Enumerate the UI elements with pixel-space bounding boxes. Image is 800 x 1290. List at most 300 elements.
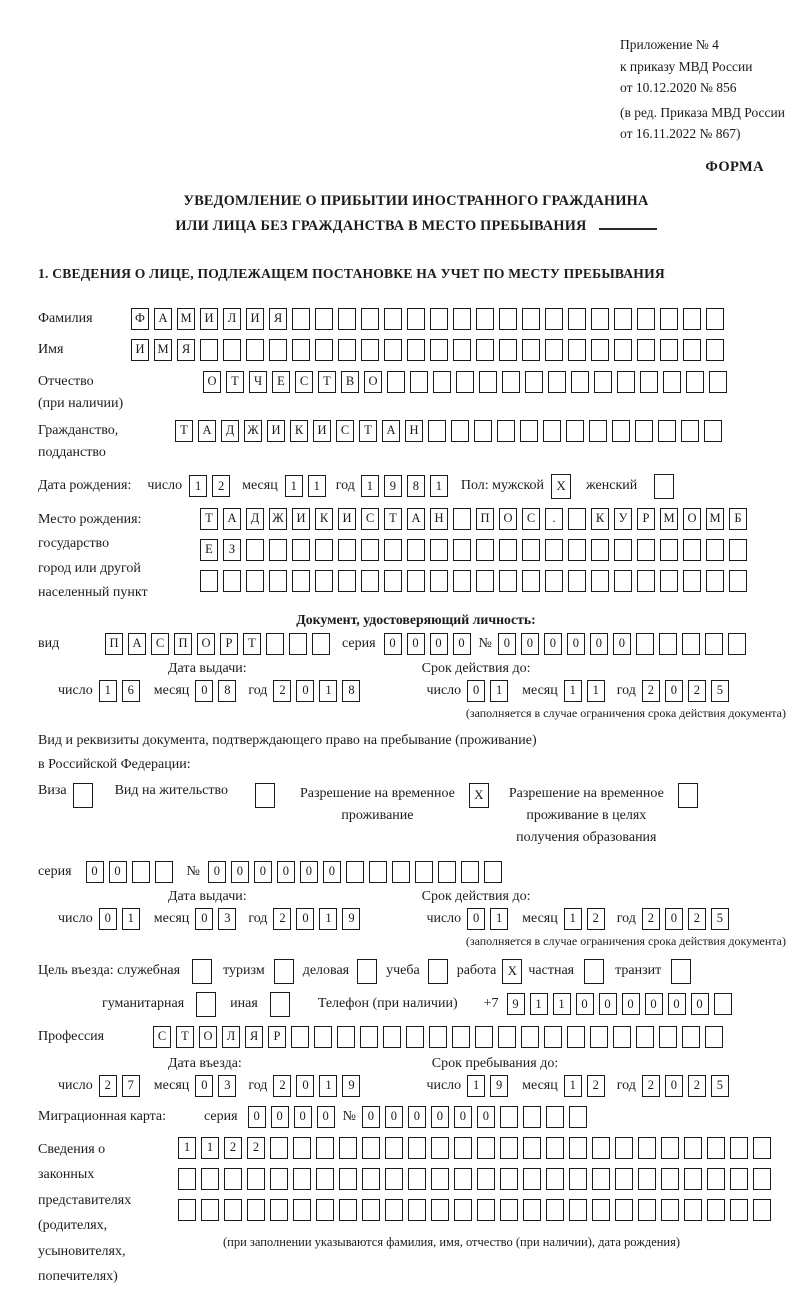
char-cell[interactable]: [224, 1199, 242, 1221]
char-cell[interactable]: 0: [384, 633, 402, 655]
char-cell[interactable]: [453, 508, 471, 530]
char-cell[interactable]: [269, 339, 287, 361]
char-cell[interactable]: [428, 959, 448, 984]
char-cell[interactable]: [730, 1199, 748, 1221]
char-cell[interactable]: [659, 633, 677, 655]
char-cell[interactable]: 8: [342, 680, 360, 702]
char-cell[interactable]: [637, 570, 655, 592]
char-cell[interactable]: 5: [711, 1075, 729, 1097]
char-cell[interactable]: [361, 339, 379, 361]
char-cell[interactable]: [638, 1168, 656, 1190]
char-cell[interactable]: О: [203, 371, 221, 393]
char-cell[interactable]: [663, 371, 681, 393]
char-cell[interactable]: Т: [175, 420, 193, 442]
char-cell[interactable]: [293, 1199, 311, 1221]
phone-field[interactable]: [507, 993, 732, 1015]
char-cell[interactable]: [500, 1106, 518, 1128]
char-cell[interactable]: [661, 1199, 679, 1221]
char-cell[interactable]: [543, 420, 561, 442]
char-cell[interactable]: С: [361, 508, 379, 530]
char-cell[interactable]: [546, 1168, 564, 1190]
char-cell[interactable]: 0: [691, 993, 709, 1015]
char-cell[interactable]: 1: [553, 993, 571, 1015]
char-cell[interactable]: [523, 1168, 541, 1190]
char-cell[interactable]: 0: [521, 633, 539, 655]
char-cell[interactable]: [477, 1137, 495, 1159]
char-cell[interactable]: 0: [296, 1075, 314, 1097]
char-cell[interactable]: Т: [200, 508, 218, 530]
char-cell[interactable]: 0: [362, 1106, 380, 1128]
char-cell[interactable]: [339, 1199, 357, 1221]
citizenship-field[interactable]: [175, 420, 722, 442]
char-cell[interactable]: [431, 1137, 449, 1159]
char-cell[interactable]: [474, 420, 492, 442]
char-cell[interactable]: [484, 861, 502, 883]
char-cell[interactable]: 3: [218, 908, 236, 930]
char-cell[interactable]: [224, 1168, 242, 1190]
char-cell[interactable]: [523, 1106, 541, 1128]
purpose-business-checkbox[interactable]: [357, 959, 377, 984]
char-cell[interactable]: [451, 420, 469, 442]
char-cell[interactable]: 6: [122, 680, 140, 702]
char-cell[interactable]: Ч: [249, 371, 267, 393]
char-cell[interactable]: [591, 308, 609, 330]
char-cell[interactable]: О: [683, 508, 701, 530]
char-cell[interactable]: [453, 339, 471, 361]
char-cell[interactable]: [544, 1026, 562, 1048]
char-cell[interactable]: 0: [99, 908, 117, 930]
migration-series-field[interactable]: [248, 1106, 335, 1128]
char-cell[interactable]: [568, 308, 586, 330]
char-cell[interactable]: 0: [208, 861, 226, 883]
char-cell[interactable]: [314, 1026, 332, 1048]
char-cell[interactable]: [407, 339, 425, 361]
char-cell[interactable]: [654, 474, 674, 499]
birth-day-field[interactable]: [189, 475, 230, 497]
char-cell[interactable]: Ж: [244, 420, 262, 442]
char-cell[interactable]: К: [591, 508, 609, 530]
char-cell[interactable]: 0: [407, 633, 425, 655]
name-field[interactable]: [131, 339, 724, 361]
doc-valid-year-field[interactable]: [642, 680, 729, 702]
char-cell[interactable]: [289, 633, 307, 655]
char-cell[interactable]: [637, 339, 655, 361]
char-cell[interactable]: 0: [567, 633, 585, 655]
doc-issue-day-field[interactable]: [99, 680, 140, 702]
entry-year-field[interactable]: [273, 1075, 360, 1097]
char-cell[interactable]: 9: [507, 993, 525, 1015]
char-cell[interactable]: 0: [668, 993, 686, 1015]
char-cell[interactable]: Н: [405, 420, 423, 442]
char-cell[interactable]: 0: [613, 633, 631, 655]
migration-number-field[interactable]: [362, 1106, 587, 1128]
char-cell[interactable]: [613, 1026, 631, 1048]
char-cell[interactable]: [569, 1168, 587, 1190]
char-cell[interactable]: Ж: [269, 508, 287, 530]
char-cell[interactable]: [614, 539, 632, 561]
char-cell[interactable]: [369, 861, 387, 883]
char-cell[interactable]: [201, 1168, 219, 1190]
char-cell[interactable]: 1: [430, 475, 448, 497]
patronymic-field[interactable]: [203, 371, 727, 393]
char-cell[interactable]: [269, 570, 287, 592]
char-cell[interactable]: [477, 1199, 495, 1221]
char-cell[interactable]: [522, 570, 540, 592]
char-cell[interactable]: 1: [319, 680, 337, 702]
char-cell[interactable]: [316, 1168, 334, 1190]
char-cell[interactable]: [706, 539, 724, 561]
char-cell[interactable]: И: [200, 308, 218, 330]
char-cell[interactable]: 7: [122, 1075, 140, 1097]
char-cell[interactable]: 1: [467, 1075, 485, 1097]
stay-year-field[interactable]: [642, 1075, 729, 1097]
char-cell[interactable]: [155, 861, 173, 883]
char-cell[interactable]: [683, 339, 701, 361]
char-cell[interactable]: [454, 1168, 472, 1190]
char-cell[interactable]: [728, 633, 746, 655]
char-cell[interactable]: [635, 420, 653, 442]
char-cell[interactable]: 8: [218, 680, 236, 702]
char-cell[interactable]: [594, 371, 612, 393]
char-cell[interactable]: А: [382, 420, 400, 442]
char-cell[interactable]: [196, 992, 216, 1017]
char-cell[interactable]: [499, 339, 517, 361]
char-cell[interactable]: [615, 1137, 633, 1159]
char-cell[interactable]: [200, 570, 218, 592]
char-cell[interactable]: [430, 339, 448, 361]
char-cell[interactable]: [637, 539, 655, 561]
visa-checkbox[interactable]: [73, 783, 93, 808]
char-cell[interactable]: [522, 339, 540, 361]
char-cell[interactable]: [661, 1137, 679, 1159]
char-cell[interactable]: [406, 1026, 424, 1048]
purpose-study-checkbox[interactable]: [428, 959, 448, 984]
char-cell[interactable]: [433, 371, 451, 393]
char-cell[interactable]: [681, 420, 699, 442]
char-cell[interactable]: [246, 570, 264, 592]
char-cell[interactable]: [270, 1199, 288, 1221]
char-cell[interactable]: И: [246, 308, 264, 330]
char-cell[interactable]: С: [522, 508, 540, 530]
char-cell[interactable]: [661, 1168, 679, 1190]
char-cell[interactable]: С: [336, 420, 354, 442]
char-cell[interactable]: [430, 570, 448, 592]
char-cell[interactable]: 9: [490, 1075, 508, 1097]
char-cell[interactable]: X: [502, 959, 522, 984]
purpose-work-checkbox[interactable]: [502, 959, 522, 984]
char-cell[interactable]: Т: [359, 420, 377, 442]
char-cell[interactable]: Я: [177, 339, 195, 361]
char-cell[interactable]: 5: [711, 680, 729, 702]
char-cell[interactable]: 2: [688, 680, 706, 702]
char-cell[interactable]: [591, 339, 609, 361]
char-cell[interactable]: [590, 1026, 608, 1048]
char-cell[interactable]: 2: [273, 908, 291, 930]
char-cell[interactable]: [729, 570, 747, 592]
char-cell[interactable]: [704, 420, 722, 442]
char-cell[interactable]: [410, 371, 428, 393]
residence-issue-month-field[interactable]: [195, 908, 236, 930]
char-cell[interactable]: [707, 1137, 725, 1159]
char-cell[interactable]: 0: [296, 680, 314, 702]
char-cell[interactable]: [476, 339, 494, 361]
char-cell[interactable]: [361, 308, 379, 330]
char-cell[interactable]: [671, 959, 691, 984]
surname-field[interactable]: [131, 308, 724, 330]
char-cell[interactable]: 0: [430, 633, 448, 655]
char-cell[interactable]: С: [151, 633, 169, 655]
doc-valid-day-field[interactable]: [467, 680, 508, 702]
char-cell[interactable]: 0: [86, 861, 104, 883]
char-cell[interactable]: Е: [200, 539, 218, 561]
char-cell[interactable]: А: [198, 420, 216, 442]
char-cell[interactable]: Н: [430, 508, 448, 530]
char-cell[interactable]: [660, 339, 678, 361]
char-cell[interactable]: [714, 993, 732, 1015]
char-cell[interactable]: [568, 539, 586, 561]
char-cell[interactable]: [612, 420, 630, 442]
doc-series-field[interactable]: [384, 633, 471, 655]
char-cell[interactable]: 9: [384, 475, 402, 497]
char-cell[interactable]: [520, 420, 538, 442]
char-cell[interactable]: [500, 1199, 518, 1221]
doc-issue-month-field[interactable]: [195, 680, 236, 702]
char-cell[interactable]: 2: [273, 1075, 291, 1097]
char-cell[interactable]: 2: [247, 1137, 265, 1159]
char-cell[interactable]: 1: [308, 475, 326, 497]
char-cell[interactable]: [525, 371, 543, 393]
char-cell[interactable]: [201, 1199, 219, 1221]
char-cell[interactable]: [678, 783, 698, 808]
char-cell[interactable]: [523, 1199, 541, 1221]
char-cell[interactable]: [361, 570, 379, 592]
char-cell[interactable]: [274, 959, 294, 984]
char-cell[interactable]: [706, 308, 724, 330]
char-cell[interactable]: [192, 959, 212, 984]
char-cell[interactable]: [339, 1137, 357, 1159]
char-cell[interactable]: Ф: [131, 308, 149, 330]
char-cell[interactable]: [707, 1199, 725, 1221]
char-cell[interactable]: [584, 959, 604, 984]
char-cell[interactable]: Я: [269, 308, 287, 330]
char-cell[interactable]: [312, 633, 330, 655]
char-cell[interactable]: 1: [285, 475, 303, 497]
char-cell[interactable]: Т: [176, 1026, 194, 1048]
char-cell[interactable]: [200, 339, 218, 361]
char-cell[interactable]: С: [153, 1026, 171, 1048]
char-cell[interactable]: [362, 1168, 380, 1190]
char-cell[interactable]: [223, 339, 241, 361]
residence-valid-year-field[interactable]: [642, 908, 729, 930]
char-cell[interactable]: [476, 539, 494, 561]
char-cell[interactable]: 2: [688, 908, 706, 930]
char-cell[interactable]: В: [341, 371, 359, 393]
char-cell[interactable]: [408, 1199, 426, 1221]
char-cell[interactable]: [255, 783, 275, 808]
temp-permit-checkbox[interactable]: [469, 783, 489, 808]
char-cell[interactable]: [407, 539, 425, 561]
residence-valid-month-field[interactable]: [564, 908, 605, 930]
char-cell[interactable]: Д: [221, 420, 239, 442]
char-cell[interactable]: [684, 1199, 702, 1221]
char-cell[interactable]: 0: [665, 908, 683, 930]
char-cell[interactable]: 1: [564, 1075, 582, 1097]
char-cell[interactable]: [589, 420, 607, 442]
char-cell[interactable]: [357, 959, 377, 984]
char-cell[interactable]: [292, 570, 310, 592]
char-cell[interactable]: [568, 570, 586, 592]
char-cell[interactable]: 0: [467, 908, 485, 930]
char-cell[interactable]: [569, 1199, 587, 1221]
char-cell[interactable]: [293, 1137, 311, 1159]
char-cell[interactable]: [522, 308, 540, 330]
char-cell[interactable]: [637, 308, 655, 330]
birth-year-field[interactable]: [361, 475, 448, 497]
char-cell[interactable]: [502, 371, 520, 393]
char-cell[interactable]: [452, 1026, 470, 1048]
char-cell[interactable]: [315, 308, 333, 330]
char-cell[interactable]: [246, 539, 264, 561]
char-cell[interactable]: [497, 420, 515, 442]
char-cell[interactable]: [475, 1026, 493, 1048]
guardians-row3-field[interactable]: [178, 1199, 771, 1221]
char-cell[interactable]: 1: [361, 475, 379, 497]
char-cell[interactable]: [546, 1137, 564, 1159]
char-cell[interactable]: [479, 371, 497, 393]
char-cell[interactable]: [705, 633, 723, 655]
char-cell[interactable]: [683, 539, 701, 561]
edu-permit-checkbox[interactable]: [678, 783, 698, 808]
char-cell[interactable]: [438, 861, 456, 883]
char-cell[interactable]: [315, 339, 333, 361]
char-cell[interactable]: 2: [99, 1075, 117, 1097]
doc-type-field[interactable]: [105, 633, 330, 655]
char-cell[interactable]: [567, 1026, 585, 1048]
char-cell[interactable]: О: [499, 508, 517, 530]
char-cell[interactable]: [548, 371, 566, 393]
char-cell[interactable]: [293, 1168, 311, 1190]
char-cell[interactable]: [384, 539, 402, 561]
char-cell[interactable]: 1: [99, 680, 117, 702]
char-cell[interactable]: [658, 420, 676, 442]
char-cell[interactable]: 2: [587, 1075, 605, 1097]
purpose-transit-checkbox[interactable]: [671, 959, 691, 984]
char-cell[interactable]: [338, 308, 356, 330]
char-cell[interactable]: 2: [273, 680, 291, 702]
char-cell[interactable]: [614, 339, 632, 361]
char-cell[interactable]: И: [292, 508, 310, 530]
char-cell[interactable]: 2: [642, 680, 660, 702]
char-cell[interactable]: [546, 1199, 564, 1221]
char-cell[interactable]: [362, 1137, 380, 1159]
char-cell[interactable]: [408, 1168, 426, 1190]
char-cell[interactable]: 2: [642, 1075, 660, 1097]
entry-day-field[interactable]: [99, 1075, 140, 1097]
char-cell[interactable]: [500, 1168, 518, 1190]
char-cell[interactable]: 0: [300, 861, 318, 883]
char-cell[interactable]: [615, 1199, 633, 1221]
char-cell[interactable]: [361, 539, 379, 561]
char-cell[interactable]: 0: [323, 861, 341, 883]
char-cell[interactable]: 0: [277, 861, 295, 883]
char-cell[interactable]: [270, 992, 290, 1017]
char-cell[interactable]: [545, 339, 563, 361]
char-cell[interactable]: [569, 1137, 587, 1159]
char-cell[interactable]: М: [706, 508, 724, 530]
char-cell[interactable]: [498, 1026, 516, 1048]
stay-month-field[interactable]: [564, 1075, 605, 1097]
char-cell[interactable]: [615, 1168, 633, 1190]
char-cell[interactable]: [753, 1137, 771, 1159]
char-cell[interactable]: А: [407, 508, 425, 530]
char-cell[interactable]: [682, 1026, 700, 1048]
char-cell[interactable]: 0: [254, 861, 272, 883]
char-cell[interactable]: И: [313, 420, 331, 442]
doc-number-field[interactable]: [498, 633, 746, 655]
char-cell[interactable]: [266, 633, 284, 655]
char-cell[interactable]: [683, 308, 701, 330]
char-cell[interactable]: Т: [226, 371, 244, 393]
char-cell[interactable]: 0: [498, 633, 516, 655]
char-cell[interactable]: 0: [385, 1106, 403, 1128]
char-cell[interactable]: [617, 371, 635, 393]
char-cell[interactable]: [684, 1137, 702, 1159]
char-cell[interactable]: [453, 308, 471, 330]
char-cell[interactable]: О: [199, 1026, 217, 1048]
char-cell[interactable]: [684, 1168, 702, 1190]
char-cell[interactable]: [428, 420, 446, 442]
char-cell[interactable]: [408, 1137, 426, 1159]
char-cell[interactable]: [592, 1168, 610, 1190]
char-cell[interactable]: 0: [195, 680, 213, 702]
char-cell[interactable]: [571, 371, 589, 393]
char-cell[interactable]: [592, 1137, 610, 1159]
char-cell[interactable]: [476, 308, 494, 330]
char-cell[interactable]: [384, 308, 402, 330]
char-cell[interactable]: [545, 570, 563, 592]
char-cell[interactable]: 0: [294, 1106, 312, 1128]
char-cell[interactable]: 1: [490, 680, 508, 702]
char-cell[interactable]: Д: [246, 508, 264, 530]
char-cell[interactable]: [636, 1026, 654, 1048]
char-cell[interactable]: Л: [222, 1026, 240, 1048]
sex-female-checkbox[interactable]: [654, 474, 674, 499]
purpose-tourism-checkbox[interactable]: [274, 959, 294, 984]
char-cell[interactable]: [385, 1199, 403, 1221]
char-cell[interactable]: П: [174, 633, 192, 655]
char-cell[interactable]: [521, 1026, 539, 1048]
char-cell[interactable]: [431, 1199, 449, 1221]
char-cell[interactable]: А: [154, 308, 172, 330]
char-cell[interactable]: 2: [224, 1137, 242, 1159]
char-cell[interactable]: [385, 1137, 403, 1159]
char-cell[interactable]: 1: [201, 1137, 219, 1159]
char-cell[interactable]: [337, 1026, 355, 1048]
char-cell[interactable]: [429, 1026, 447, 1048]
char-cell[interactable]: [385, 1168, 403, 1190]
char-cell[interactable]: [407, 308, 425, 330]
char-cell[interactable]: А: [128, 633, 146, 655]
char-cell[interactable]: [638, 1199, 656, 1221]
char-cell[interactable]: П: [476, 508, 494, 530]
char-cell[interactable]: 0: [296, 908, 314, 930]
stay-day-field[interactable]: [467, 1075, 508, 1097]
char-cell[interactable]: [316, 1137, 334, 1159]
doc-valid-month-field[interactable]: [564, 680, 605, 702]
char-cell[interactable]: X: [469, 783, 489, 808]
char-cell[interactable]: 0: [454, 1106, 472, 1128]
guardians-row1-field[interactable]: [178, 1137, 771, 1159]
